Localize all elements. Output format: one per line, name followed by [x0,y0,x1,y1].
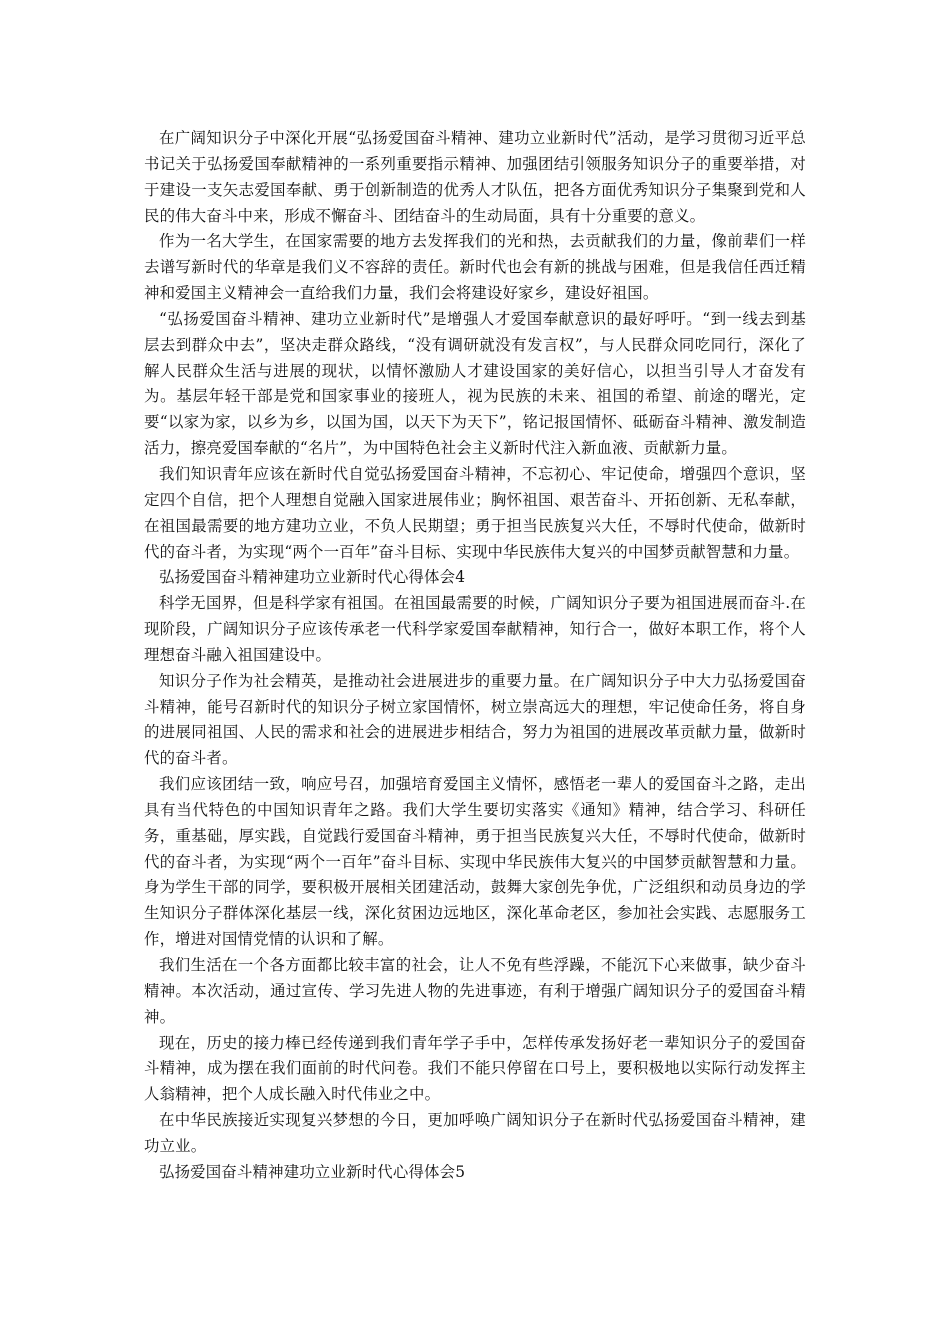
paragraph: 现在，历史的接力棒已经传递到我们青年学子手中，怎样传承发扬好老一辈知识分子的爱国奋斗精神，成为摆在我们面前的时代问卷。我们不能只停留在口号上，要积极地以实际行动发挥主人翁精神，把个人成长融入时代伟业之中。 [144,1033,806,1104]
paragraph: 我们应该团结一致，响应号召，加强培育爱国主义情怀，感悟老一辈人的爱国奋斗之路，走出具有当代特色的中国知识青年之路。我们大学生要切实落实《通知》精神，结合学习、科研任务，重基础，厚实践，自觉践行爱国奋斗精神，勇于担当民族复兴大任，不辱时代使命，做新时代的奋斗者，为实现“两个一百年”奋斗目标、实现中华民族伟大复兴的中国梦贡献智慧和力量。身为学生干部的同学，要积极开展相关团建活动，鼓舞大家创先争优，广泛组织和动员身边的学生知识分子群体深化基层一线，深化贫困边远地区，深化革命老区，参加社会实践、志愿服务工作，增进对国情党情的认识和了解。 [144,775,806,949]
paragraph: 知识分子作为社会精英，是推动社会进展进步的重要力量。在广阔知识分子中大力弘扬爱国奋斗精神，能号召新时代的知识分子树立家国情怀，树立崇高远大的理想，牢记使命任务，将自身的进展同祖国、人民的需求和社会的进展进步相结合，努力为祖国的进展改革贡献力量，做新时代的奋斗者。 [144,671,806,768]
paragraph: 我们知识青年应该在新时代自觉弘扬爱国奋斗精神，不忘初心、牢记使命，增强四个意识，坚定四个自信，把个人理想自觉融入国家进展伟业；胸怀祖国、艰苦奋斗、开拓创新、无私奉献，在祖国最需要的地方建功立业，不负人民期望；勇于担当民族复兴大任，不辱时代使命，做新时代的奋斗者，为实现“两个一百年”奋斗目标、实现中华民族伟大复兴的中国梦贡献智慧和力量。 [144,464,806,561]
paragraph: 科学无国界，但是科学家有祖国。在祖国最需要的时候，广阔知识分子要为祖国进展而奋斗.在现阶段，广阔知识分子应该传承老一代科学家爱国奉献精神，知行合一，做好本职工作，将个人理想奋斗融入祖国建设中。 [144,594,806,664]
document-page [144,126,806,1186]
section-heading-5: 弘扬爱国奋斗精神建功立业新时代心得体会5 [159,1162,466,1181]
paragraph: 作为一名大学生，在国家需要的地方去发挥我们的光和热，去贡献我们的力量，像前辈们一样去谱写新时代的华章是我们义不容辞的责任。新时代也会有新的挑战与困难，但是我信任西迁精神和爱国主义精神会一直给我们力量，我们会将建设好家乡，建设好祖国。 [144,232,806,303]
paragraph: 我们生活在一个各方面都比较丰富的社会，让人不免有些浮躁，不能沉下心来做事，缺少奋斗精神。本次活动，通过宣传、学习先进人物的先进事迹，有利于增强广阔知识分子的爱国奋斗精神。 [144,956,806,1026]
paragraph: “弘扬爱国奋斗精神、建功立业新时代”是增强人才爱国奉献意识的最好呼吁。“到一线去到基层去到群众中去”，坚决走群众路线，“没有调研就没有发言权”，与人民群众同吃同行，深化了解人民群众生活与进展的现状，以情怀激励人才建设国家的美好信心，以担当引导人才奋发有为。基层年轻干部是党和国家事业的接班人，视为民族的未来、祖国的希望、前途的曙光，定要“以家为家，以乡为乡，以国为国，以天下为天下”，铭记报国情怀、砥砺奋斗精神、激发制造活力，擦亮爱国奉献的“名片”，为中国特色社会主义新时代注入新血液、贡献新力量。 [144,309,806,458]
paragraph: 在广阔知识分子中深化开展“弘扬爱国奋斗精神、建功立业新时代”活动，是学习贯彻习近平总书记关于弘扬爱国奉献精神的一系列重要指示精神、加强团结引领服务知识分子的重要举措，对于建设一支矢志爱国奉献、勇于创新制造的优秀人才队伍，把各方面优秀知识分子集聚到党和人民的伟大奋斗中来，形成不懈奋斗、团结奋斗的生动局面，具有十分重要的意义。 [144,129,806,225]
section-heading-4: 弘扬爱国奋斗精神建功立业新时代心得体会4 [159,568,466,587]
paragraph: 在中华民族接近实现复兴梦想的今日，更加呼唤广阔知识分子在新时代弘扬爱国奋斗精神，建功立业。 [144,1111,806,1155]
